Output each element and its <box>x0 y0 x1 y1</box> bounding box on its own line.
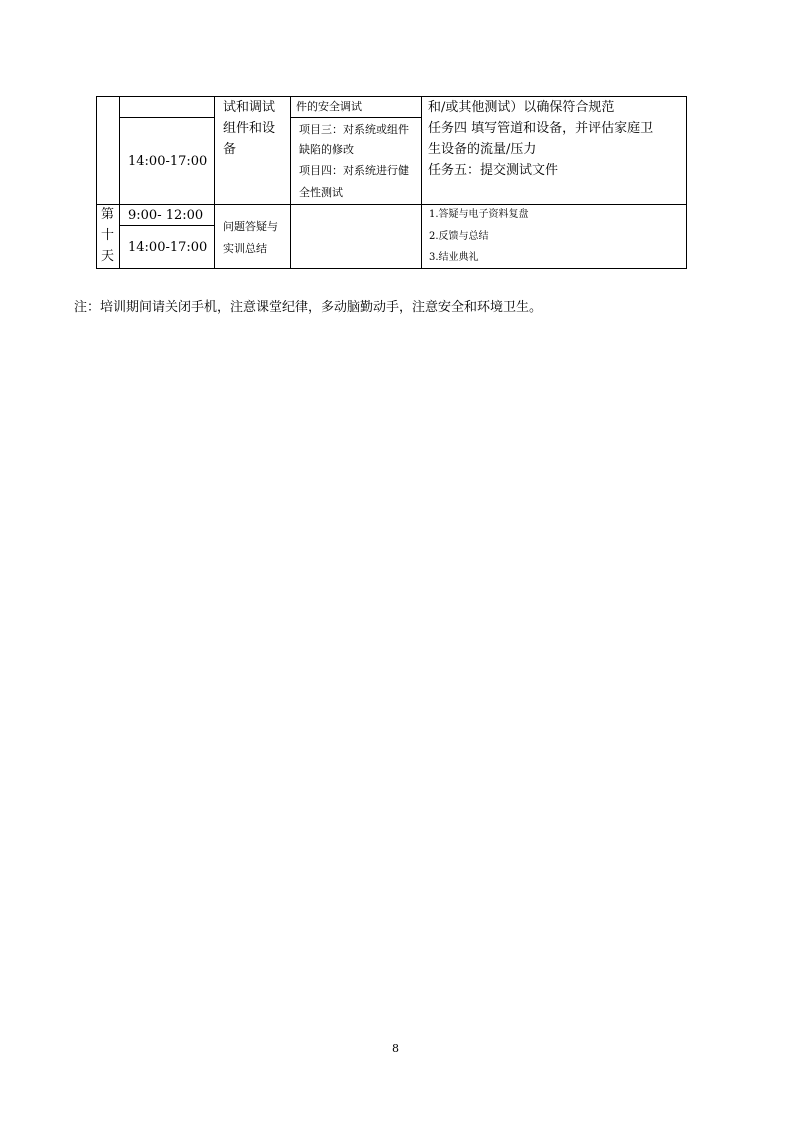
schedule-table <box>96 96 687 269</box>
page-number: 8 <box>392 1042 399 1055</box>
task-line: 3.结业典礼 <box>429 252 479 263</box>
content-line: 组件和设 <box>223 121 276 136</box>
content-line: 实训总结 <box>223 242 267 255</box>
col-divider-3 <box>290 96 291 269</box>
col-divider-4 <box>421 96 422 269</box>
task-line: 1.答疑与电子资料复盘 <box>429 209 529 220</box>
content-line: 问题答疑与 <box>223 220 278 233</box>
task-line: 2.反馈与总结 <box>429 231 489 242</box>
task-line: 任务四 填写管道和设备，并评估家庭卫 <box>428 121 654 136</box>
project-line: 全性测试 <box>299 186 343 199</box>
task-line: 任务五：提交测试文件 <box>428 163 559 178</box>
table-border-bottom <box>96 268 687 269</box>
table-border-top <box>96 96 687 97</box>
row-divider-day10 <box>96 204 687 205</box>
table-border-left <box>96 96 97 269</box>
project-line: 项目三：对系统或组件 <box>299 123 409 136</box>
row-divider-project <box>290 117 421 118</box>
task-line: 和/或其他测试）以确保符合规范 <box>428 100 615 115</box>
footnote: 注：培训期间请关闭手机，注意课堂纪律，多动脑勤动手，注意安全和环境卫生。 <box>74 300 543 315</box>
time-morning: 9:00- 12:00 <box>128 208 204 223</box>
content-line: 试和调试 <box>223 100 276 115</box>
project-line: 件的安全调试 <box>296 100 362 113</box>
row-divider-time <box>119 117 215 118</box>
col-divider-1 <box>119 96 120 269</box>
row-divider-day10-time <box>119 225 215 226</box>
time-afternoon-prev: 14:00-17:00 <box>128 154 208 169</box>
time-afternoon: 14:00-17:00 <box>128 240 208 255</box>
project-line: 项目四：对系统进行健 <box>299 164 409 177</box>
table-border-right <box>686 96 687 269</box>
day-label-char: 第 <box>101 207 115 222</box>
day-label-char: 十 <box>101 228 115 243</box>
day-label-char: 天 <box>101 249 115 264</box>
task-line: 生设备的流量/压力 <box>428 142 537 157</box>
col-divider-2 <box>214 96 215 269</box>
project-line: 缺陷的修改 <box>299 143 354 156</box>
content-line: 备 <box>223 142 237 157</box>
